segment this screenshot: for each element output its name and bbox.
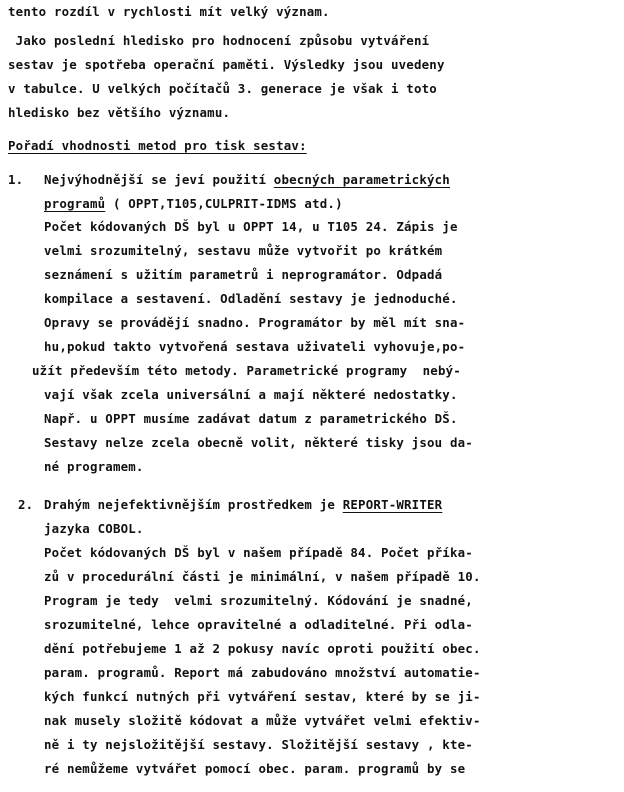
intro-line: Jako poslední hledisko pro hodnocení způsobu vytváření xyxy=(8,33,430,48)
list-item-line: srozumitelné, lehce opravitelné a odladitelné. Při odla- xyxy=(44,617,473,632)
title-text: Nejvýhodnější se jeví použití xyxy=(44,172,274,187)
list-item-line: zů v procedurální části je minimální, v našem případě 10. xyxy=(44,569,481,584)
list-item-line: Např. u OPPT musíme zadávat datum z parametrického DŠ. xyxy=(44,411,458,426)
list-item-line: Program je tedy velmi srozumitelný. Kódování je snadné, xyxy=(44,593,473,608)
list-item-line: ně i ty nejsložitější sestavy. Složitější sestavy , kte- xyxy=(44,737,473,752)
list-item-line: Sestavy nelze zcela obecně volit, některé tisky jsou da- xyxy=(44,435,473,450)
title-text: Drahým nejefektivnějším prostředkem je xyxy=(44,497,343,512)
underlined-term: programů xyxy=(44,196,106,211)
list-number: 1. xyxy=(8,172,24,187)
list-item-line: kompilace a sestavení. Odladění sestavy je jednoduché. xyxy=(44,291,458,306)
list-number: 2. xyxy=(18,497,34,512)
list-item-line: kých funkcí nutných při vytváření sestav, které by se ji- xyxy=(44,689,481,704)
list-item-line: seznámení s užitím parametrů i neprogramátor. Odpadá xyxy=(44,267,443,282)
list-item-line: nak musely složitě kódovat a může vytvářet velmi efektiv- xyxy=(44,713,481,728)
underlined-term: REPORT-WRITER xyxy=(342,497,443,512)
underlined-term: obecných parametrických xyxy=(273,172,450,187)
list-item-line: vají však zcela universální a mají některé nedostatky. xyxy=(44,387,458,402)
list-item-line: hu,pokud takto vytvořená sestava uživateli vyhovuje,po- xyxy=(44,339,466,354)
intro-line: sestav je spotřeba operační paměti. Výsledky jsou uvedeny xyxy=(8,57,445,72)
intro-line: tento rozdíl v rychlosti mít velký význam. xyxy=(8,4,330,19)
intro-line: v tabulce. U velkých počítačů 3. generace je však i toto xyxy=(8,81,437,96)
list-item-line: ré nemůžeme vytvářet pomocí obec. param. programů by se xyxy=(44,761,466,776)
list-item-title xyxy=(44,497,442,513)
list-item-line: param. programů. Report má zabudováno množství automatie- xyxy=(44,665,481,680)
list-item-title xyxy=(44,196,343,212)
list-item-line: Opravy se provádějí snadno. Programátor by měl mít sna- xyxy=(44,315,466,330)
section-heading: Pořadí vhodnosti metod pro tisk sestav: xyxy=(8,138,307,153)
list-item-title xyxy=(44,172,450,188)
list-item-line: velmi srozumitelný, sestavu může vytvořit po krátkém xyxy=(44,243,443,258)
intro-line: hledisko bez většího významu. xyxy=(8,105,231,120)
list-item-title: jazyka COBOL. xyxy=(44,521,144,536)
list-item-line: dění potřebujeme 1 až 2 pokusy navíc oproti použití obec. xyxy=(44,641,481,656)
list-item-line: Počet kódovaných DŠ byl v našem případě 84. Počet příka- xyxy=(44,545,473,560)
list-item-line: né programem. xyxy=(44,459,144,474)
title-text: ( OPPT,T105,CULPRIT-IDMS atd.) xyxy=(105,196,343,211)
list-item-line: Počet kódovaných DŠ byl u OPPT 14, u T105 24. Zápis je xyxy=(44,219,458,234)
list-item-line: užít především této metody. Parametrické programy nebý- xyxy=(32,363,461,378)
